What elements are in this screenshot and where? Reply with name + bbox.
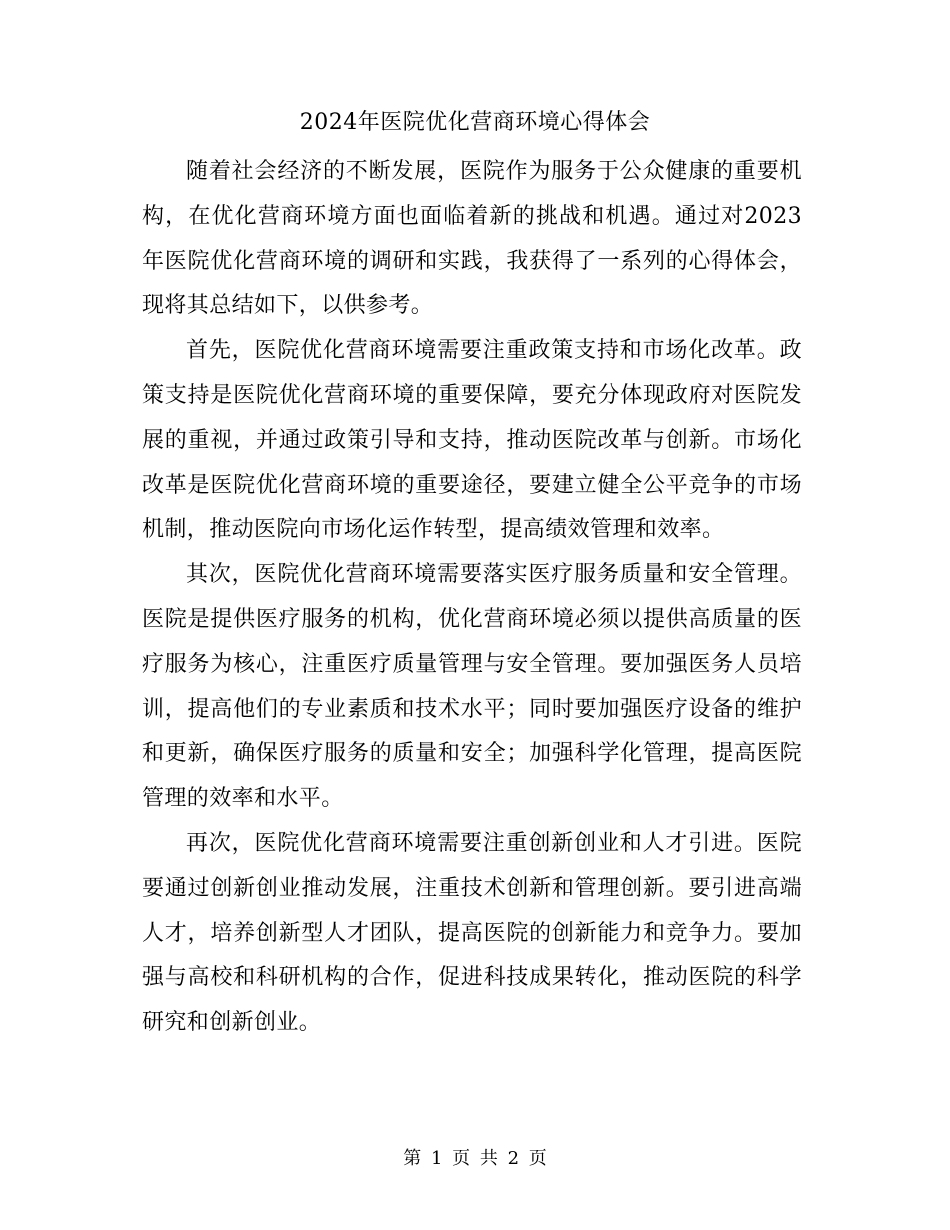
page-number-footer: 第 1 页 共 2 页: [403, 1148, 547, 1169]
paragraph-intro: 随着社会经济的不断发展，医院作为服务于公众健康的重要机构，在优化营商环境方面也面临着新的挑战和机遇。通过对2023年医院优化营商环境的调研和实践，我获得了一系列的心得体会，现将其总结如下，以供参考。: [142, 159, 802, 319]
paragraph-second: 其次，医院优化营商环境需要落实医疗服务质量和安全管理。医院是提供医疗服务的机构，优化营商环境必须以提供高质量的医疗服务为核心，注重医疗质量管理与安全管理。要加强医务人员培训，提高他们的专业素质和技术水平；同时要加强医疗设备的维护和更新，确保医疗服务的质量和安全；加强科学化管理，提高医院管理的效率和水平。: [142, 562, 802, 812]
document-title: 2024年医院优化营商环境心得体会: [299, 110, 651, 135]
paragraph-first: 首先，医院优化营商环境需要注重政策支持和市场化改革。政策支持是医院优化营商环境的重要保障，要充分体现政府对医院发展的重视，并通过政策引导和支持，推动医院改革与创新。市场化改革是医院优化营商环境的重要途径，要建立健全公平竞争的市场机制，推动医院向市场化运作转型，提高绩效管理和效率。: [142, 338, 802, 543]
paragraph-third: 再次，医院优化营商环境需要注重创新创业和人才引进。医院要通过创新创业推动发展，注重技术创新和管理创新。要引进高端人才，培养创新型人才团队，提高医院的创新能力和竞争力。要加强与高校和科研机构的合作，促进科技成果转化，推动医院的科学研究和创新创业。: [142, 830, 802, 1036]
document-body: [142, 150, 802, 1046]
